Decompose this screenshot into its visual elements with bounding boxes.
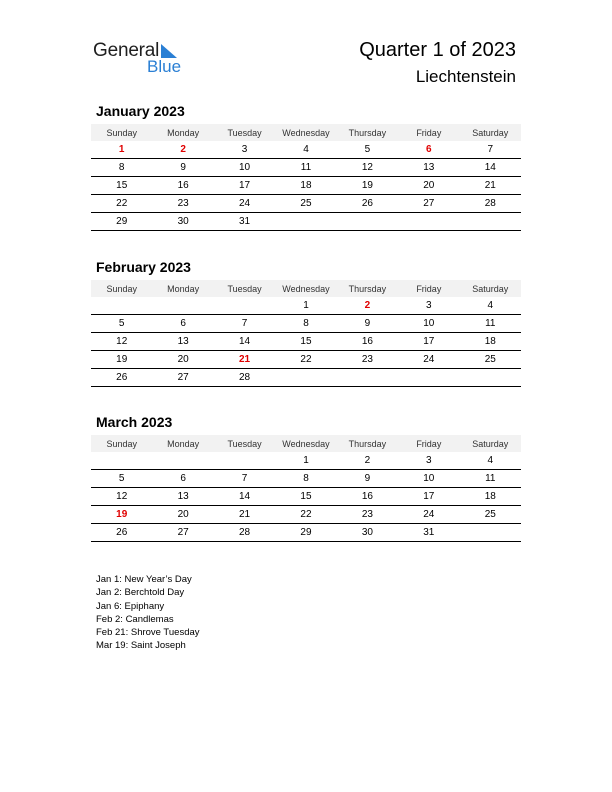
logo-triangle-icon [161,44,177,58]
page-title: Quarter 1 of 2023 [359,39,516,61]
day-cell [214,297,275,315]
day-cell: 23 [337,351,398,369]
day-cell: 18 [460,333,521,351]
week-row [91,159,521,177]
weekday-header: Friday [398,124,459,141]
day-cell: 6 [398,141,459,159]
day-cell [398,369,459,387]
day-cell [275,369,336,387]
weekday-header: Thursday [337,124,398,141]
day-cell: 8 [91,159,152,177]
weekday-header: Wednesday [275,124,336,141]
week-row [91,297,521,315]
weekday-header: Wednesday [275,435,336,452]
month-calendar [91,103,521,231]
day-cell: 22 [275,351,336,369]
logo-blue-text: Blue [147,57,182,76]
day-cell: 17 [214,177,275,195]
day-cell: 24 [214,195,275,213]
holiday-note: Jan 2: Berchtold Day [96,587,185,599]
weekday-header: Friday [398,435,459,452]
day-cell: 14 [214,488,275,506]
day-cell: 6 [152,470,213,488]
day-cell [91,297,152,315]
day-cell: 31 [398,524,459,542]
day-cell: 17 [398,488,459,506]
day-cell: 2 [152,141,213,159]
holiday-note: Feb 21: Shrove Tuesday [96,627,200,639]
day-cell: 28 [214,524,275,542]
day-cell: 1 [91,141,152,159]
day-cell: 5 [337,141,398,159]
week-row [91,141,521,159]
day-cell: 24 [398,506,459,524]
week-row [91,488,521,506]
weekday-header: Friday [398,280,459,297]
day-cell: 11 [460,315,521,333]
day-cell: 18 [460,488,521,506]
day-cell: 28 [460,195,521,213]
weekday-header: Monday [152,280,213,297]
day-cell: 10 [398,470,459,488]
day-cell: 12 [91,333,152,351]
day-cell: 5 [91,315,152,333]
day-cell: 1 [275,297,336,315]
day-cell: 10 [398,315,459,333]
day-cell [460,369,521,387]
holiday-note: Mar 19: Saint Joseph [96,640,186,652]
day-cell: 7 [460,141,521,159]
holiday-note: Feb 2: Candlemas [96,613,174,625]
day-cell: 10 [214,159,275,177]
day-cell: 31 [214,213,275,231]
week-row [91,351,521,369]
day-cell: 3 [398,452,459,470]
week-row [91,213,521,231]
day-cell: 3 [214,141,275,159]
country-name: Liechtenstein [415,67,516,86]
day-cell: 2 [337,452,398,470]
day-cell: 8 [275,315,336,333]
weekday-header: Monday [152,435,213,452]
day-cell: 26 [91,524,152,542]
day-cell: 9 [152,159,213,177]
day-cell: 15 [275,488,336,506]
day-cell: 20 [152,351,213,369]
month-name: February 2023 [96,259,191,275]
weekday-header: Monday [152,124,213,141]
day-cell: 30 [152,213,213,231]
week-row [91,369,521,387]
day-cell: 3 [398,297,459,315]
weekday-header: Tuesday [214,435,275,452]
day-cell: 19 [91,506,152,524]
day-cell: 7 [214,470,275,488]
day-cell [398,213,459,231]
day-cell: 4 [275,141,336,159]
weekday-header: Sunday [91,280,152,297]
weekday-header: Saturday [460,124,521,141]
week-row [91,195,521,213]
day-cell: 25 [275,195,336,213]
day-cell: 25 [460,506,521,524]
day-cell [152,452,213,470]
day-cell: 21 [214,351,275,369]
week-row [91,452,521,470]
day-cell: 24 [398,351,459,369]
day-cell: 11 [460,470,521,488]
holiday-note: Jan 6: Epiphany [96,600,165,612]
day-cell: 9 [337,315,398,333]
day-cell: 28 [214,369,275,387]
weekday-header: Sunday [91,124,152,141]
day-cell: 13 [152,488,213,506]
day-cell: 2 [337,297,398,315]
weekday-header: Thursday [337,435,398,452]
week-row [91,177,521,195]
day-cell: 19 [337,177,398,195]
weekday-header: Tuesday [214,280,275,297]
day-cell: 12 [337,159,398,177]
day-cell [152,297,213,315]
day-cell [337,369,398,387]
day-cell: 29 [275,524,336,542]
month-name: January 2023 [96,103,185,119]
day-cell: 27 [152,524,213,542]
holiday-note: Jan 1: New Year’s Day [96,574,192,585]
day-cell: 17 [398,333,459,351]
day-cell [460,524,521,542]
day-cell: 9 [337,470,398,488]
day-cell [337,213,398,231]
month-calendar [91,259,521,387]
day-cell: 16 [337,488,398,506]
month-name: March 2023 [96,414,173,430]
day-cell: 11 [275,159,336,177]
day-cell: 16 [152,177,213,195]
week-row [91,333,521,351]
day-cell: 1 [275,452,336,470]
day-cell: 29 [91,213,152,231]
week-row [91,470,521,488]
month-table [91,124,521,231]
weekday-header: Tuesday [214,124,275,141]
day-cell: 13 [152,333,213,351]
month-table [91,280,521,387]
weekday-header: Wednesday [275,280,336,297]
month-table [91,435,521,542]
day-cell: 22 [91,195,152,213]
day-cell: 23 [337,506,398,524]
weekday-header: Saturday [460,435,521,452]
day-cell: 19 [91,351,152,369]
day-cell: 18 [275,177,336,195]
month-calendar [91,414,521,542]
weekday-header: Thursday [337,280,398,297]
day-cell: 25 [460,351,521,369]
day-cell: 7 [214,315,275,333]
day-cell: 8 [275,470,336,488]
week-row [91,506,521,524]
weekday-header: Sunday [91,435,152,452]
day-cell: 20 [152,506,213,524]
day-cell: 22 [275,506,336,524]
day-cell: 12 [91,488,152,506]
week-row [91,315,521,333]
day-cell: 14 [460,159,521,177]
day-cell: 27 [152,369,213,387]
day-cell: 26 [91,369,152,387]
day-cell: 21 [460,177,521,195]
day-cell: 23 [152,195,213,213]
day-cell: 30 [337,524,398,542]
day-cell: 4 [460,297,521,315]
day-cell: 26 [337,195,398,213]
logo-general-text: General [93,40,160,61]
day-cell [275,213,336,231]
week-row [91,524,521,542]
day-cell: 5 [91,470,152,488]
day-cell: 14 [214,333,275,351]
day-cell: 6 [152,315,213,333]
day-cell: 20 [398,177,459,195]
day-cell [91,452,152,470]
day-cell: 15 [91,177,152,195]
logo [93,40,193,80]
day-cell [460,213,521,231]
weekday-header: Saturday [460,280,521,297]
day-cell: 13 [398,159,459,177]
holiday-notes [96,573,200,653]
day-cell: 21 [214,506,275,524]
day-cell [214,452,275,470]
day-cell: 4 [460,452,521,470]
day-cell: 27 [398,195,459,213]
day-cell: 16 [337,333,398,351]
day-cell: 15 [275,333,336,351]
